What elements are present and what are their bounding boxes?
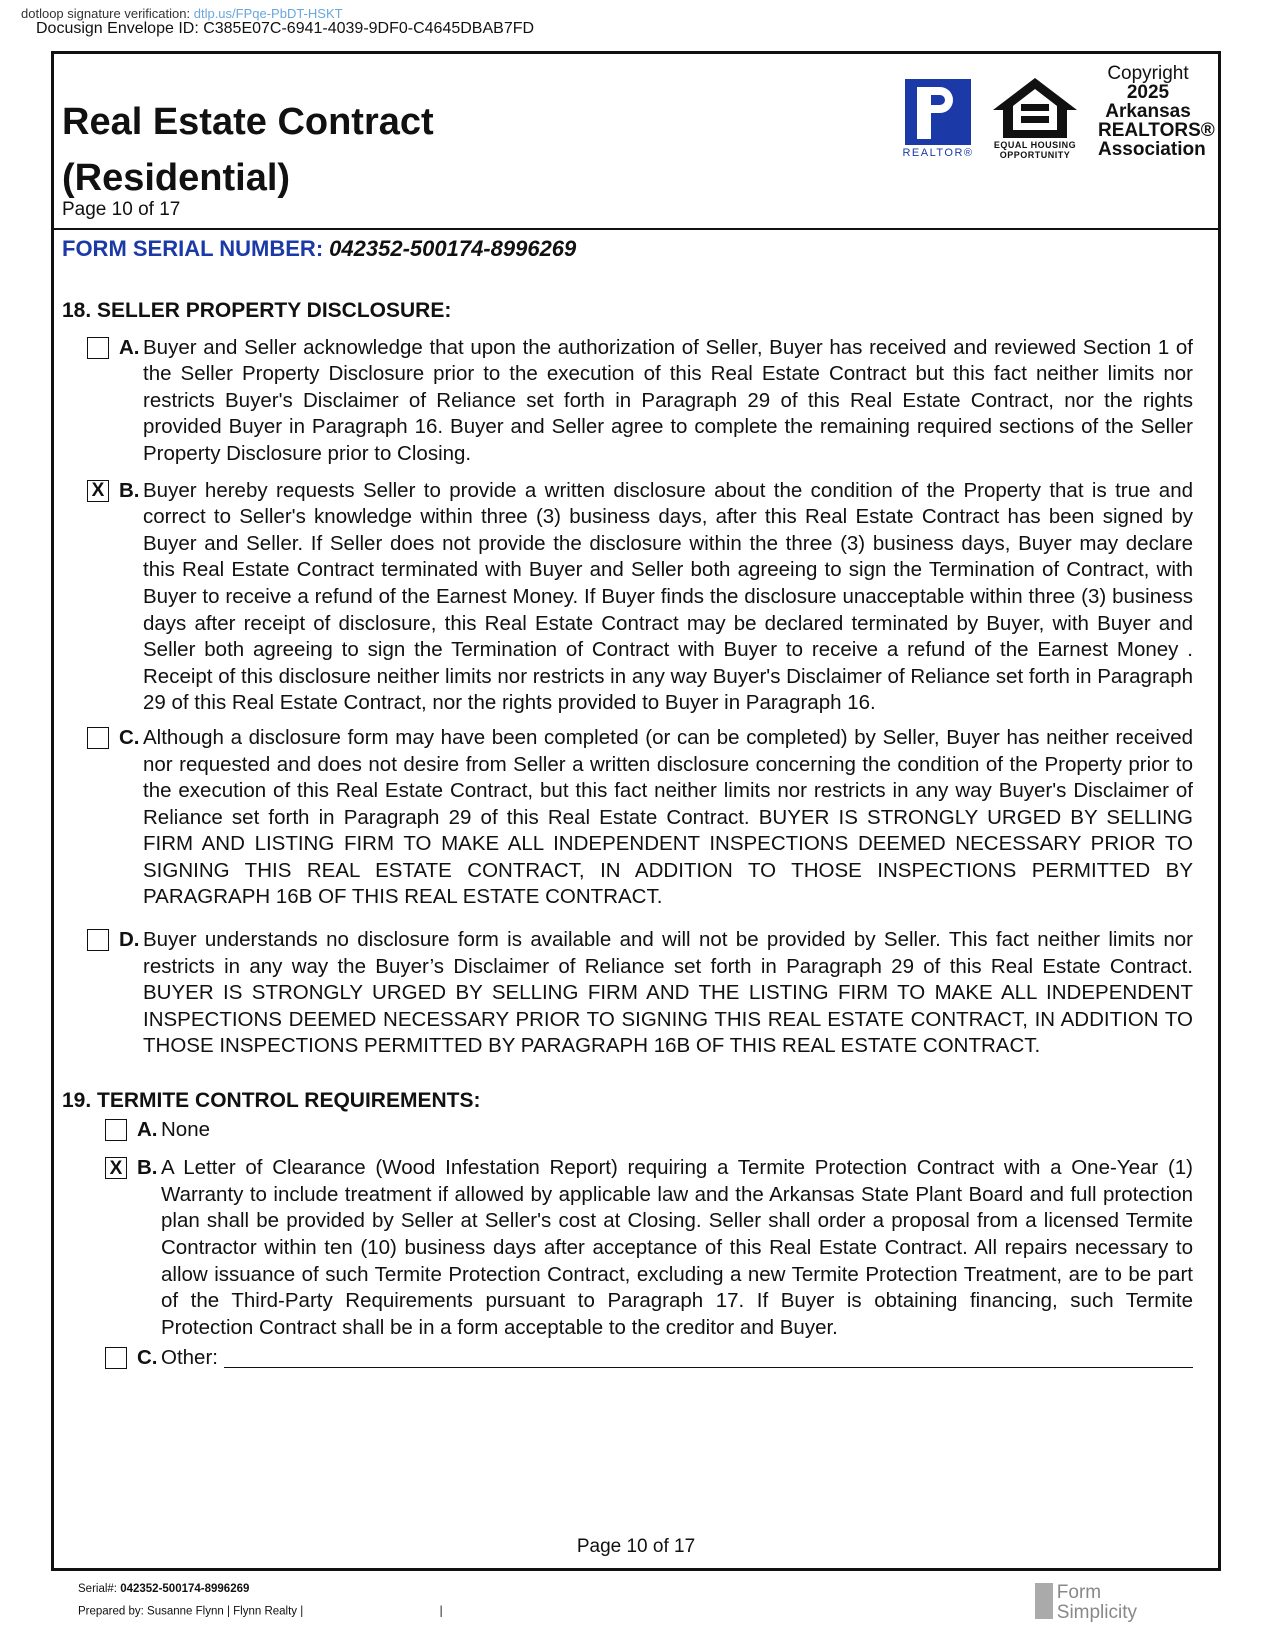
s18-option-a bbox=[87, 335, 1193, 468]
redacted-block bbox=[306, 1603, 436, 1620]
title-line-2: (Residential) bbox=[62, 157, 291, 199]
footer-serial-label: Serial#: bbox=[78, 1583, 117, 1595]
s19-option-c bbox=[105, 1345, 1193, 1372]
s18-option-d bbox=[87, 927, 1193, 1060]
contract-page bbox=[51, 51, 1221, 1571]
checkbox[interactable] bbox=[87, 929, 109, 951]
checkbox[interactable] bbox=[87, 727, 109, 749]
copyright-label: Copyright bbox=[1107, 63, 1189, 84]
assoc-line-2: REALTORS® bbox=[1098, 120, 1215, 141]
copyright-block bbox=[1098, 63, 1215, 160]
option-text: Buyer understands no disclosure form is available and will not be provided by Seller. This fact neither limits nor restricts in any way the Buyer’s Disclaimer of Reliance set forth in Paragraph 29 of this Real Estate Contract. BUYER IS STRONGLY URGED BY SELLING FIRM AND THE LISTING FIRM TO MAKE ALL INDEPENDENT INSPECTIONS DEEMED NECESSARY PRIOR TO SIGNING THIS REAL ESTATE CONTRACT, IN ADDITION TO THOSE INSPECTIONS PERMITTED BY PARAGRAPH 16B OF THIS REAL ESTATE CONTRACT. bbox=[143, 928, 1193, 1058]
option-letter: B. bbox=[119, 478, 140, 502]
option-letter: A. bbox=[137, 1117, 158, 1141]
option-text: None bbox=[161, 1117, 211, 1141]
checkbox[interactable] bbox=[105, 1347, 127, 1369]
section-19-heading: 19. TERMITE CONTROL REQUIREMENTS: bbox=[62, 1089, 481, 1113]
form-header bbox=[54, 54, 1218, 230]
checkbox[interactable] bbox=[105, 1119, 127, 1141]
option-letter: D. bbox=[119, 928, 140, 952]
other-input-line[interactable] bbox=[224, 1345, 1193, 1368]
footer-serial-value: 042352-500174-8996269 bbox=[120, 1583, 250, 1595]
logos bbox=[902, 63, 1215, 160]
option-text: Other: bbox=[161, 1346, 218, 1370]
checkbox[interactable] bbox=[87, 337, 109, 359]
assoc-line-3: Association bbox=[1098, 139, 1206, 160]
prepared-by-text: Prepared by: Susanne Flynn | Flynn Realty | bbox=[78, 1605, 304, 1618]
verify-link[interactable]: dtlp.us/FPqe-PbDT-HSKT bbox=[193, 6, 343, 21]
option-text: Buyer hereby requests Seller to provide a written disclosure about the condition of the Property that is true and correct to Seller's knowledge within three (3) business days, after this Real Estate Contract has been signed by Buyer and Seller. If Seller does not provide the disclosure within the three (3) business days, Buyer may declare this Real Estate Contract terminated with Buyer and Seller both agreeing to sign the Termination of Contract, with Buyer to receive a refund of the Earnest Money. If Buyer finds the disclosure unacceptable within three (3) business days after receipt of disclosure, this Real Estate Contract may be declared terminated by Buyer, with Buyer and Seller both agreeing to sign the Termination of Contract with Buyer to receive a refund of the Earnest Money . Receipt of this disclosure neither limits nor restricts in any way Buyer's Disclaimer of Reliance set forth in Paragraph 29 of this Real Estate Contract, nor the rights provided to Buyer in Paragraph 16. bbox=[143, 478, 1193, 715]
title-line-1: Real Estate Contract bbox=[62, 101, 434, 143]
page-number: Page 10 of 17 bbox=[62, 199, 181, 220]
page-title bbox=[62, 94, 434, 206]
verify-label: dotloop signature verification: bbox=[21, 6, 191, 21]
eho-label-1: EQUAL HOUSING bbox=[993, 140, 1077, 150]
section-18-heading: 18. SELLER PROPERTY DISCLOSURE: bbox=[62, 299, 452, 322]
option-text: A Letter of Clearance (Wood Infestation Report) requiring a Termite Protection Contract with a One-Year (1) Warranty to include treatment if allowed by applicable law and the Arkansas State Plant Board and full protection plan shall be provided by Seller at Seller's cost at Closing. Seller shall order a proposal from a licensed Termite Contractor within ten (10) business days after acceptance of this Real Estate Contract. All repairs necessary to allow issuance of such Termite Protection Contract, excluding a new Termite Protection Treatment, are to be part of the Third-Party Requirements pursuant to Paragraph 17. If Buyer is obtaining financing, such Termite Protection Contract shall be in a form acceptable to the creditor and Buyer. bbox=[161, 1156, 1193, 1339]
equal-housing-house-icon bbox=[991, 76, 1079, 140]
contract-body bbox=[54, 298, 1218, 1372]
option-letter: C. bbox=[119, 725, 140, 749]
realtor-label: REALTOR® bbox=[902, 147, 974, 159]
form-serial-number bbox=[62, 236, 1218, 262]
eho-label-2: OPPORTUNITY bbox=[999, 150, 1071, 160]
brand-line-2: Simplicity bbox=[1056, 1602, 1137, 1623]
s18-option-b bbox=[87, 478, 1193, 717]
realtor-logo bbox=[904, 79, 972, 159]
option-letter: B. bbox=[137, 1156, 158, 1180]
serial-value: 042352-500174-8996269 bbox=[329, 236, 577, 261]
brand-line-1: Form bbox=[1056, 1582, 1102, 1603]
s19-option-a bbox=[105, 1117, 1193, 1144]
form-simplicity-logo bbox=[1035, 1583, 1137, 1623]
option-letter: A. bbox=[119, 335, 140, 359]
checkbox[interactable]: X bbox=[87, 480, 109, 502]
footer-serial bbox=[78, 1583, 249, 1595]
serial-label: FORM SERIAL NUMBER: bbox=[62, 236, 324, 261]
separator: | bbox=[439, 1605, 443, 1618]
checkbox[interactable]: X bbox=[105, 1157, 127, 1179]
s18-option-c bbox=[87, 725, 1193, 911]
prepared-by bbox=[78, 1603, 443, 1620]
option-text: Buyer and Seller acknowledge that upon the authorization of Seller, Buyer has received and reviewed Section 1 of the Seller Property Disclosure prior to the execution of this Real Estate Contract but this fact neither limits nor restricts Buyer's Disclaimer of Reliance set forth in Paragraph 29 of this Real Estate Contract, nor the rights provided Buyer in Paragraph 16. Buyer and Seller agree to complete the remaining required sections of the Seller Property Disclosure prior to Closing. bbox=[143, 335, 1193, 465]
s19-option-b bbox=[105, 1155, 1193, 1341]
document-icon bbox=[1035, 1583, 1053, 1619]
envelope-id: Docusign Envelope ID: C385E07C-6941-4039-9DF0-C4645DBAB7FD bbox=[36, 20, 535, 37]
dotloop-verification bbox=[21, 6, 343, 21]
equal-housing-logo bbox=[990, 76, 1080, 160]
copyright-year: 2025 bbox=[1126, 82, 1170, 103]
page-footer-number: Page 10 of 17 bbox=[576, 1536, 696, 1557]
option-letter: C. bbox=[137, 1346, 158, 1370]
assoc-line-1: Arkansas bbox=[1105, 101, 1191, 122]
option-text: Although a disclosure form may have been completed (or can be completed) by Seller, Buyer has neither received nor requested and does not desire from Seller a written disclosure concerning the condition of the Property prior to the execution of this Real Estate Contract, but this fact neither limits nor restricts in any way Buyer's Disclaimer of Reliance set forth in Paragraph 29 of this Real Estate Contract. BUYER IS STRONGLY URGED BY SELLING FIRM AND LISTING FIRM TO MAKE ALL INDEPENDENT INSPECTIONS DEEMED NECESSARY PRIOR TO SIGNING THIS REAL ESTATE CONTRACT, IN ADDITION TO THOSE INSPECTIONS PERMITTED BY PARAGRAPH 16B OF THIS REAL ESTATE CONTRACT. bbox=[143, 725, 1193, 909]
realtor-r-icon bbox=[905, 79, 971, 145]
